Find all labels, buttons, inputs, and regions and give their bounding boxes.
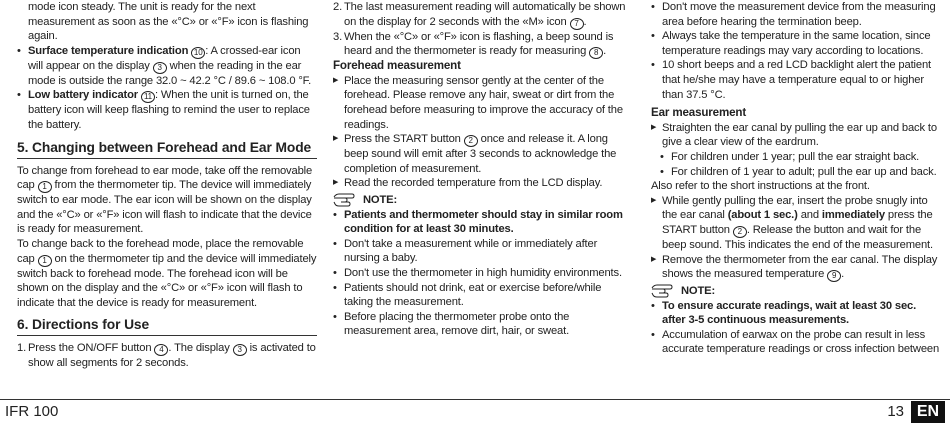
step-1: 1. Press the ON/OFF button 4 . The display 3 is activated to show all segments for 2 seconds. — [17, 342, 316, 370]
note-heading-ear: NOTE: — [651, 284, 940, 299]
section-5-paragraph-1: To change from forehead to ear mode, take off the removable cap 1 from the thermometer tip. The device will immediately switch to ear mode. The ear icon will be shown on the display and the «°C» or «°F» icon will flash to indicate that the device is ready for measurement. — [17, 164, 313, 236]
low-battery-item: • Low battery indicator 11 : When the unit is turned on, the battery icon will keep flashing to remind the user to replace the battery. — [17, 88, 317, 132]
footer-divider — [0, 399, 950, 400]
note-5: • Before placing the thermometer probe onto the measurement area, remove dirt, hair, or sweat. — [333, 310, 633, 339]
surface-temperature-item: • Surface temperature indication 10 : A crossed-ear icon will appear on the display 3 when the reading in the ear mode is outside the range 32.0 ~ 42.2 °C / 89.6 ~ 108.0 °F. — [17, 44, 317, 89]
ear-note-1: • To ensure accurate readings, wait at least 30 sec. after 3-5 continuous measurements. — [651, 299, 940, 328]
ear-step-1: ▶ Straighten the ear canal by pulling the ear up and back to give a clear view of the eardrum. — [651, 121, 940, 150]
pointing-hand-icon — [333, 193, 355, 207]
intro-text: mode icon steady. The unit is ready for the next measurement as soon as the «°C» or «°F» icon is flashing again. — [28, 1, 309, 43]
pointing-hand-icon — [651, 284, 673, 298]
tip-1: • Don't move the measurement device from the measuring area before hearing the termination beep. — [651, 0, 940, 29]
forehead-step-2: ▶ Press the START button 2 once and release it. A long beep sound will emit after 3 seconds to acknowledge the completion of measurement. — [333, 132, 633, 176]
model-name: IFR 100 — [5, 403, 59, 420]
language-badge: EN — [911, 401, 945, 423]
column-left — [17, 0, 317, 371]
ear-step-3: ▶ Remove the thermometer from the ear canal. The display shows the measured temperature 9 . — [651, 253, 940, 283]
note-2: • Don't take a measurement while or immediately after nursing a baby. — [333, 237, 633, 266]
ear-substep-1: • For children under 1 year; pull the ear straight back. — [651, 150, 940, 165]
step-2: 2. The last measurement reading will automatically be shown on the display for 2 seconds with the «M» icon 7 . — [333, 1, 626, 28]
column-middle — [333, 0, 633, 339]
forehead-heading: Forehead measurement — [333, 59, 461, 73]
ear-substep-2: • For children of 1 year to adult; pull the ear up and back. — [651, 165, 940, 180]
ear-step-2: ▶ While gently pulling the ear, insert the probe snugly into the ear canal (about 1 sec.) and immediately press the START button 2 . Release the button and wait for the beep sound. This indicates the end of the measurement. — [651, 194, 940, 253]
note-1: • Patients and thermometer should stay in similar room condition for at least 30 minutes. — [333, 208, 633, 237]
ear-refer-text: Also refer to the short instructions at the front. — [651, 180, 870, 193]
section-6-heading: 6. Directions for Use — [17, 316, 317, 336]
note-heading: NOTE: — [333, 193, 633, 208]
column-right — [651, 0, 940, 357]
ear-heading: Ear measurement — [651, 106, 747, 120]
forehead-step-1: ▶ Place the measuring sensor gently at the center of the forehead. Please remove any hair, sweat or dirt from the forehead before measuring to improve the accuracy of the readings. — [333, 74, 633, 132]
ear-note-2: • Accumulation of earwax on the probe can result in less accurate temperature readings or cross infection between — [651, 328, 940, 357]
step-3: 3. When the «°C» or «°F» icon is flashing, a beep sound is heard and the thermometer is ready for measuring 8 . — [333, 30, 614, 58]
section-5-heading: 5. Changing between Forehead and Ear Mode — [17, 139, 317, 159]
page-number: 13 — [887, 403, 904, 420]
forehead-step-3: ▶ Read the recorded temperature from the LCD display. — [333, 176, 633, 191]
note-4: • Patients should not drink, eat or exercise before/while taking the measurement. — [333, 281, 633, 310]
tip-3: • 10 short beeps and a red LCD backlight alert the patient that he/she may have a temperature equal to or higher than 37.5 °C. — [651, 58, 940, 102]
tip-2: • Always take the temperature in the same location, since temperature readings may vary according to locations. — [651, 29, 940, 58]
note-3: • Don't use the thermometer in high humidity environments. — [333, 266, 633, 281]
section-5-paragraph-2: To change back to the forehead mode, place the removable cap 1 on the thermometer tip and the device will immediately switch back to forehead mode. The forehead icon will be shown on the display and the «°C» or «°F» icon will flash to indicate that the device is ready for measurement. — [17, 237, 317, 309]
